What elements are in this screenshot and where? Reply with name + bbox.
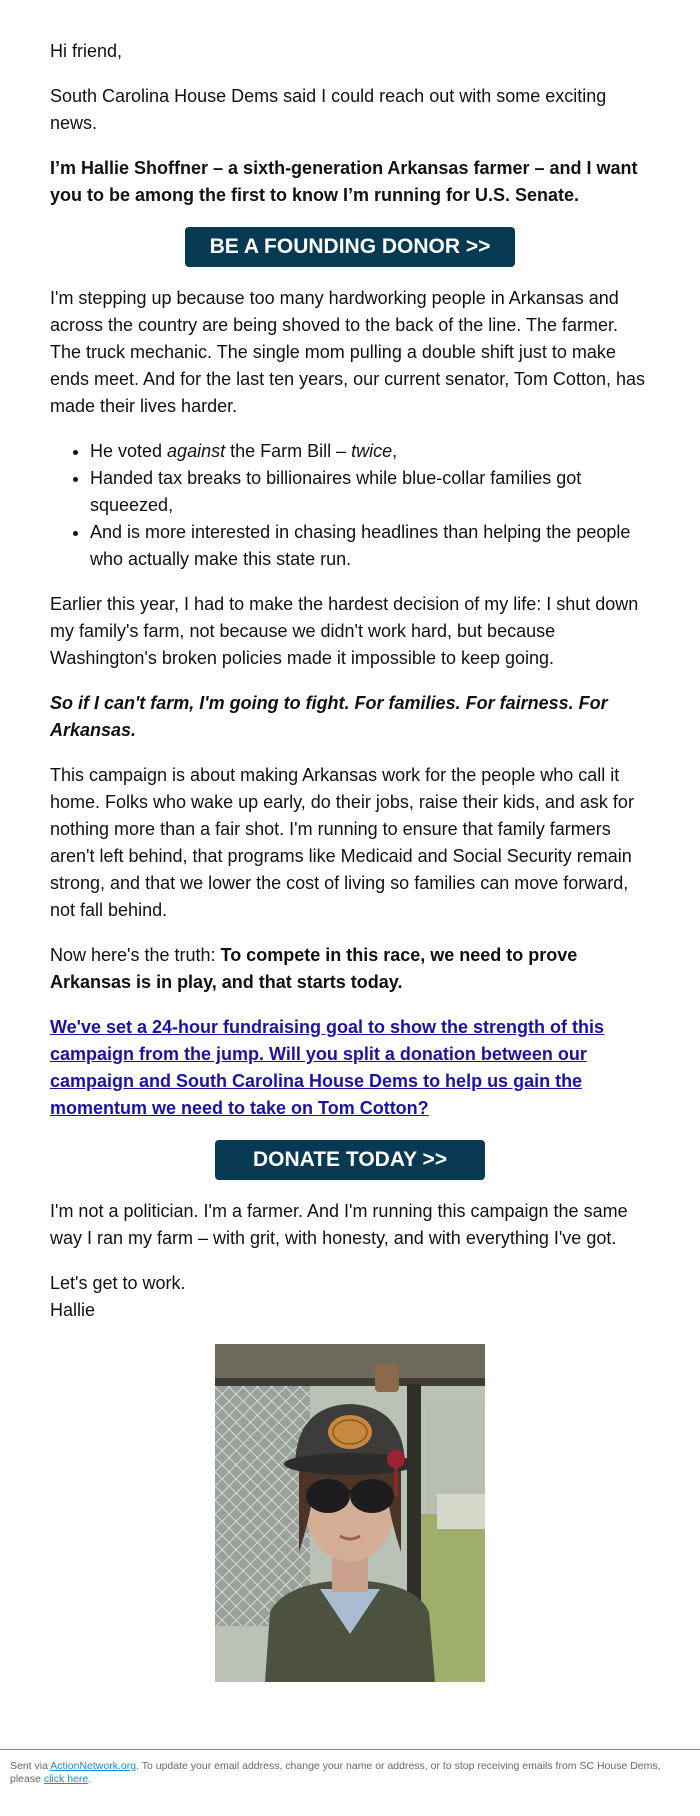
bullet-farm-bill: • He voted against the Farm Bill – twice,	[90, 438, 650, 465]
intro-paragraph: South Carolina House Dems said I could reach out with some exciting news.	[50, 86, 607, 133]
candidate-photo	[215, 1344, 485, 1682]
unsubscribe-link[interactable]: click here	[43, 1773, 89, 1785]
campaign-paragraph: This campaign is about making Arkansas work for the people who call it home. Folks who wake up early, do their jobs, raise their kids, and ask for nothing more than a fair shot. I'm running to ensure that family farmers aren't left behind, that programs like Medicaid and Social Security remain strong, and that we lower the cost of living so families can move forward, not fall behind.	[50, 765, 634, 920]
announcement-paragraph: I’m Hallie Shoffner – a sixth-generation Arkansas farmer – and I want you to be among the first to know I’m running for U.S. Senate.	[50, 158, 638, 205]
farm-paragraph: Earlier this year, I had to make the hardest decision of my life: I shut down my family's farm, not because we didn't work hard, but because Washington's broken policies made it impossible to keep going.	[50, 594, 639, 668]
actionnetwork-link[interactable]: ActionNetwork.org	[50, 1760, 137, 1772]
signoff-name: Hallie	[50, 1300, 96, 1320]
donation-ask-link[interactable]: We've set a 24-hour fundraising goal to show the strength of this campaign from the jump. Will you split a donation between our campaign and South Carolina House Dems to help us gain the momentum we need to take on Tom Cotton?	[50, 1017, 605, 1118]
email-body	[50, 0, 650, 1682]
email-footer: Sent via ActionNetwork.org. To update your email address, change your name or address, or to stop receiving emails from SC House Dems, please click here.	[0, 1749, 700, 1786]
record-bullet-list	[50, 438, 650, 573]
truth-paragraph: Now here's the truth: To compete in this race, we need to prove Arkansas is in play, and that starts today.	[50, 945, 578, 992]
closing-paragraph: I'm not a politician. I'm a farmer. And I'm running this campaign the same way I ran my farm – with grit, with honesty, and with everything I've got.	[50, 1201, 628, 1248]
signoff	[50, 1270, 650, 1324]
why-paragraph: I'm stepping up because too many hardworking people in Arkansas and across the country are being shoved to the back of the line. The farmer. The truck mechanic. The single mom pulling a double shift just to make ends meet. And for the last ten years, our current senator, Tom Cotton, has made their lives harder.	[50, 288, 645, 416]
greeting: Hi friend,	[50, 41, 123, 61]
founding-donor-button[interactable]: BE A FOUNDING DONOR >>	[185, 227, 515, 267]
fight-paragraph: So if I can't farm, I'm going to fight. For families. For fairness. For Arkansas.	[50, 693, 608, 740]
ask-paragraph	[50, 1014, 650, 1122]
signoff-line: Let's get to work.	[50, 1273, 186, 1293]
bullet-tax-breaks: • Handed tax breaks to billionaires while blue-collar families got squeezed,	[90, 465, 650, 519]
bullet-headlines: • And is more interested in chasing headlines than helping the people who actually make this state run.	[90, 519, 650, 573]
donate-today-button[interactable]: DONATE TODAY >>	[215, 1140, 485, 1180]
